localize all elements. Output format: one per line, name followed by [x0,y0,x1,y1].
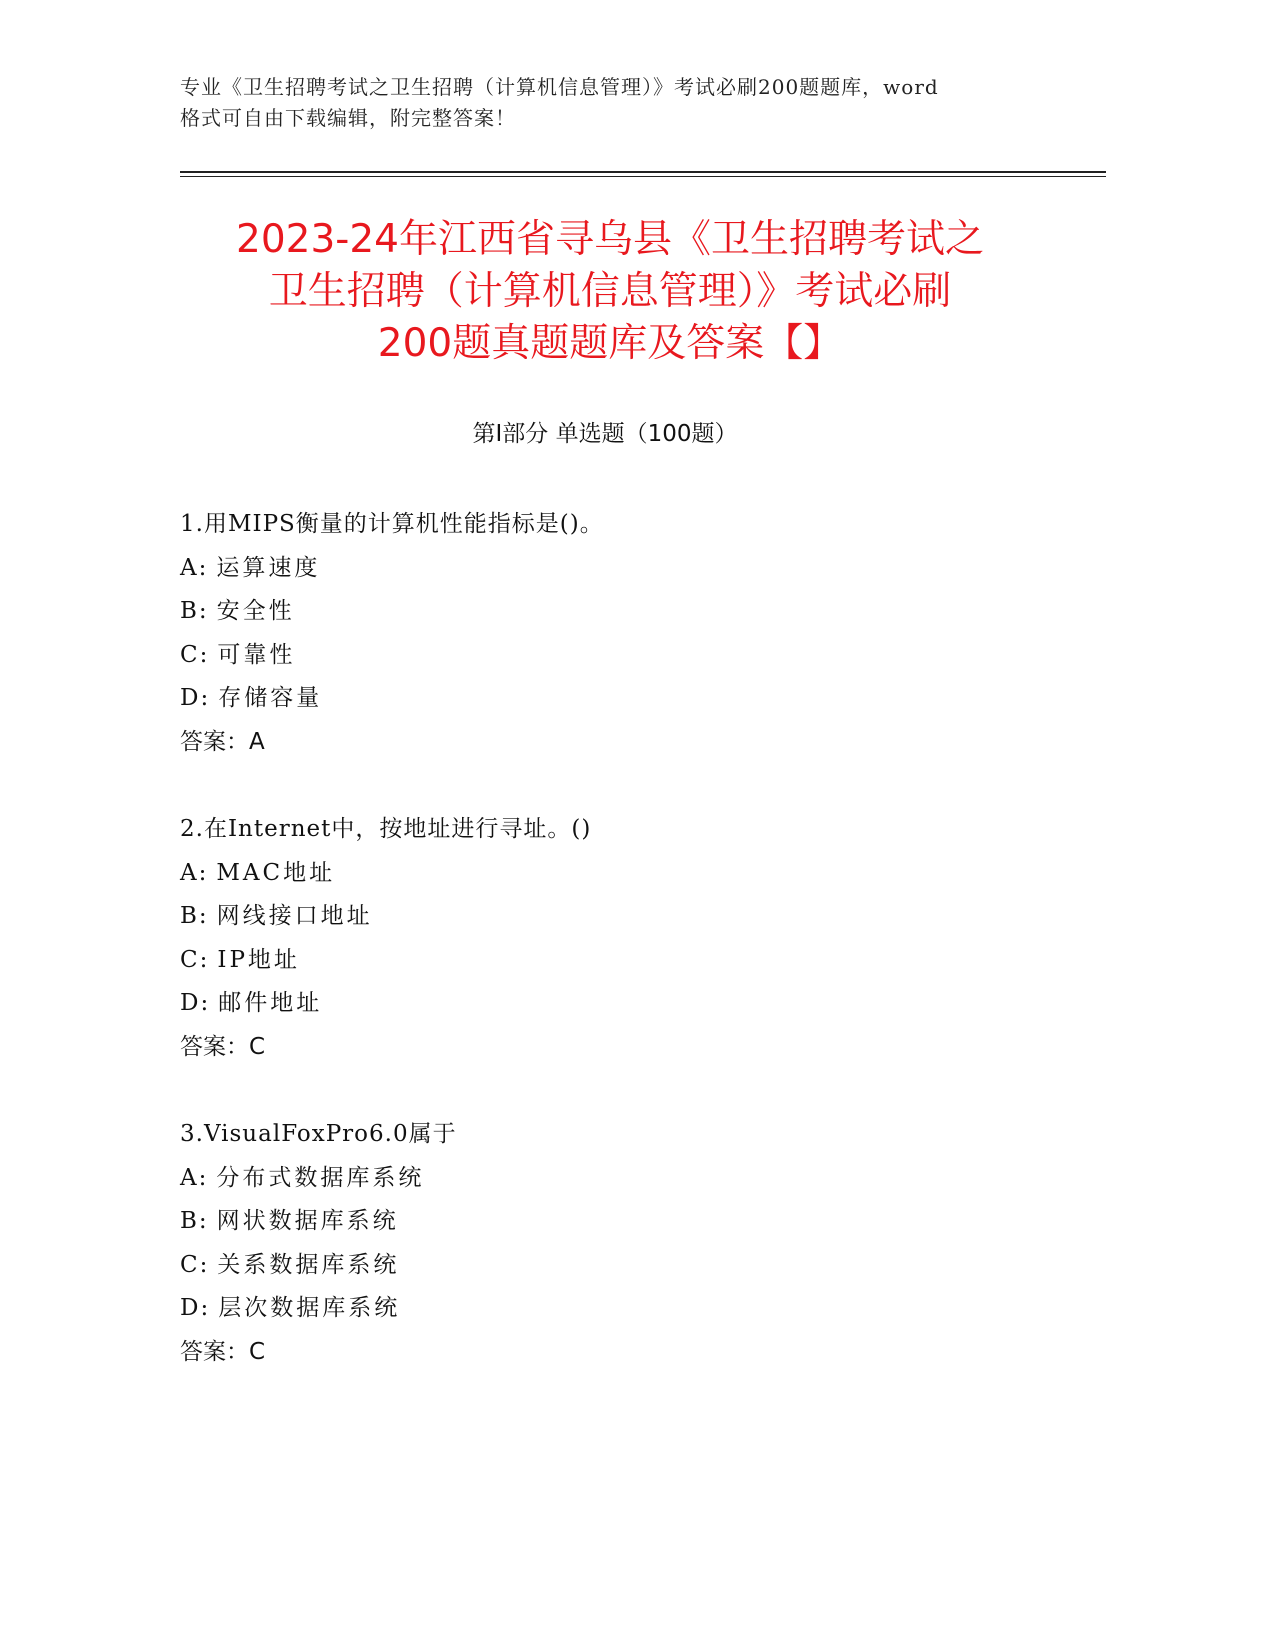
option-text: 分布式数据库系统 [216,1164,425,1191]
option-a [180,852,1110,896]
question-stem: 3.VisualFoxPro6.0属于 [180,1121,457,1147]
option-key: B: [180,903,209,929]
header-divider-thin [180,176,1106,177]
answer-line: 答案：C [180,1338,266,1365]
question-stem: 2.在Internet中，按地址进行寻址。() [180,816,592,842]
question-item [180,503,1110,764]
option-b [180,590,1110,634]
answer-line: 答案：A [180,728,265,755]
option-d [180,982,1110,1026]
document-title-line-1: 2023-24年江西省寻乌县《卫生招聘考试之 [236,217,984,262]
option-text: 可靠性 [217,641,296,668]
option-c [180,1244,1110,1288]
option-text: 关系数据库系统 [217,1251,400,1278]
option-text: 网线接口地址 [216,903,373,929]
option-c [180,939,1110,983]
option-text: 存储容量 [218,685,323,711]
answer-line: 答案：C [180,1033,266,1060]
document-title [160,214,1060,370]
option-key: D: [180,685,211,711]
section-heading: 第Ⅰ部分 单选题（100题） [472,421,738,447]
option-b [180,895,1110,939]
option-key: D: [180,1295,211,1321]
option-c [180,634,1110,678]
header-note [180,72,1100,134]
question-stem: 1.用MIPS衡量的计算机性能指标是()。 [180,511,604,537]
option-d [180,1287,1110,1331]
option-key: C: [180,946,210,973]
option-key: D: [180,990,211,1016]
option-text: 网状数据库系统 [216,1208,399,1234]
option-text: 安全性 [216,598,295,624]
option-key: C: [180,641,210,668]
document-title-line-2: 卫生招聘（计算机信息管理）》考试必刷 [268,269,952,314]
option-key: B: [180,598,209,624]
option-a [180,1157,1110,1201]
option-b [180,1200,1110,1244]
header-note-line-2: 格式可自由下载编辑，附完整答案！ [180,106,516,130]
option-text: 运算速度 [216,554,321,581]
header-divider-thick [180,171,1106,173]
question-list [180,503,1110,1418]
option-text: MAC地址 [216,859,336,886]
option-key: A: [180,859,209,886]
option-text: 层次数据库系统 [218,1295,401,1321]
option-a [180,547,1110,591]
question-item [180,808,1110,1069]
option-key: A: [180,554,209,581]
option-d [180,677,1110,721]
option-text: 邮件地址 [218,990,323,1016]
option-key: B: [180,1208,209,1234]
option-key: C: [180,1251,210,1278]
option-key: A: [180,1164,209,1191]
document-title-line-3: 200题真题题库及答案【】 [377,321,843,366]
question-item [180,1113,1110,1374]
header-note-line-1: 专业《卫生招聘考试之卫生招聘（计算机信息管理）》考试必刷200题题库，word [180,75,939,99]
option-text: IP地址 [217,946,300,973]
